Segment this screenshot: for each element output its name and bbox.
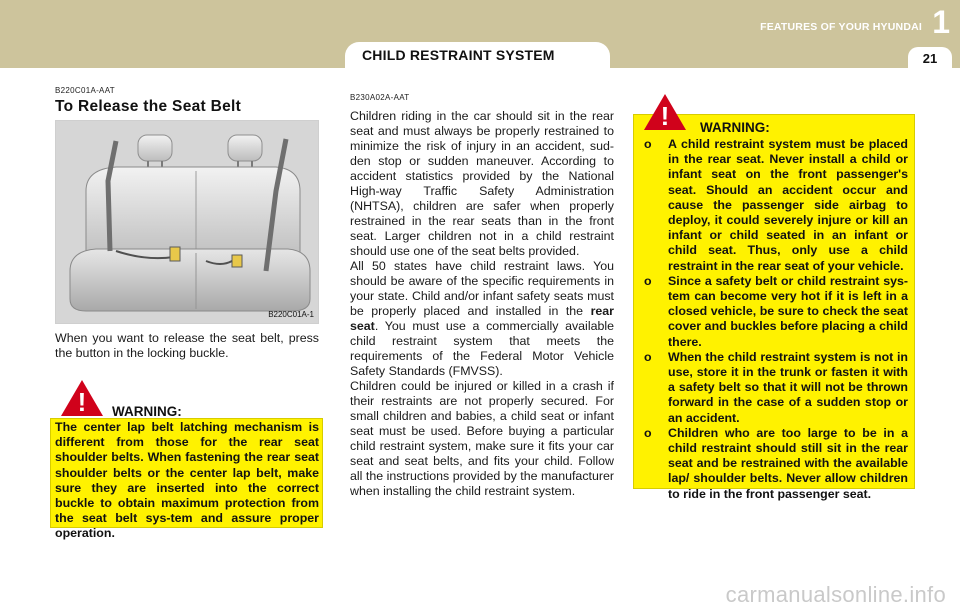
- warning-item: [644, 274, 908, 350]
- section-code: B220C01A-AAT: [55, 86, 115, 95]
- exclamation-icon: !: [660, 101, 670, 131]
- warning-text-left: The center lap belt latching mechanism is different from those for the rear seat shoulder belts. When fastening the rear seat shoulder belts or the center lap belt, make sure they are inserted into the correct buckle to obtain maximum protection from the seat belt sys-tem and assure proper operation.: [55, 420, 319, 541]
- section-title: CHILD RESTRAINT SYSTEM: [362, 47, 555, 63]
- paragraph: Children could be injured or killed in a crash if their restraints are not properly secured. For small children and babies, a child seat or infant seat must be used. Before buying a particular child restraint system, make sure it fits your car seat and seat belts, and fits your child. Follow all the instructions provided by the manufacturer when installing the child restraint system.: [350, 379, 614, 498]
- bullet: o: [644, 349, 652, 364]
- paragraph: [350, 259, 614, 379]
- warning-item-text: Children who are too large to be in a child restraint should still sit in the rear seat and be restrained with the available lap/ shoulder belts. Never allow children to ride in the front passenger seat.: [668, 425, 908, 501]
- page-number: 21: [922, 51, 938, 66]
- warning-list: [644, 137, 908, 502]
- emphasis: rear seat: [350, 304, 614, 333]
- child-restraint-body: [350, 109, 614, 499]
- warning-item-text: When the child restraint system is not in use, store it in the trunk or fasten it with a safety belt so that it will not be thrown forward in the case of a sudden stop or an accident.: [668, 349, 908, 425]
- warning-title-left: WARNING:: [112, 404, 182, 419]
- warning-box-right: [633, 114, 915, 501]
- paragraph: Children riding in the car should sit in the rear seat and must always be properly restrained to minimize the risk of injury in an accident, sud-den stop or sudden maneuver. According to accident statistics provided by the National High-way Traffic Safety Administration (NHTSA), children are safer when properly restrained in the rear seats than in the front seat. Larger children not in a child restraint should use one of the seat belts provided.: [350, 109, 614, 258]
- warning-item: [644, 426, 908, 502]
- chapter-label: FEATURES OF YOUR HYUNDAI: [760, 21, 922, 33]
- warning-item-text: A child restraint system must be placed in the rear seat. Never install a child or infant seat on the front passenger's seat. Should an accident occur and cause the passenger side airbag to deploy, it could severely injure or kill an infant or child seated in an infant or child seat. Thus, only use a child restraint in the rear seat of your vehicle.: [668, 137, 908, 273]
- warning-item: [644, 350, 908, 426]
- exclamation-icon: !: [77, 387, 87, 417]
- bullet: o: [644, 137, 652, 151]
- warning-title-right: WARNING:: [700, 120, 770, 135]
- bullet: o: [644, 425, 652, 440]
- paragraph-text: All 50 states have child restraint laws. You should be aware of the specific requirements in your state. Child and/or infant safety seats must be properly placed and installed in the: [350, 259, 614, 318]
- bullet: o: [644, 273, 652, 288]
- warning-item-text: Since a safety belt or child restraint sys-tem can become very hot if it is left in a closed vehicle, be sure to check the seat cover and buckles before placing a child there.: [668, 273, 908, 349]
- watermark: carmanualsonline.info: [725, 582, 946, 607]
- release-instructions: When you want to release the seat belt, press the button in the locking buckle.: [55, 331, 319, 360]
- figure-label: B220C01A-1: [268, 310, 314, 319]
- section-heading: To Release the Seat Belt: [55, 98, 242, 115]
- rear-seat-figure: [55, 120, 319, 324]
- section-code: B230A02A-AAT: [350, 93, 410, 102]
- warning-item: [644, 137, 908, 274]
- paragraph-text: . You must use a commercially available child restraint system that meets the requirements of the Federal Motor Vehicle Safety Standards (FMVSS).: [350, 319, 614, 378]
- chapter-number: 1: [932, 4, 950, 40]
- rear-seat-illustration: [56, 121, 318, 323]
